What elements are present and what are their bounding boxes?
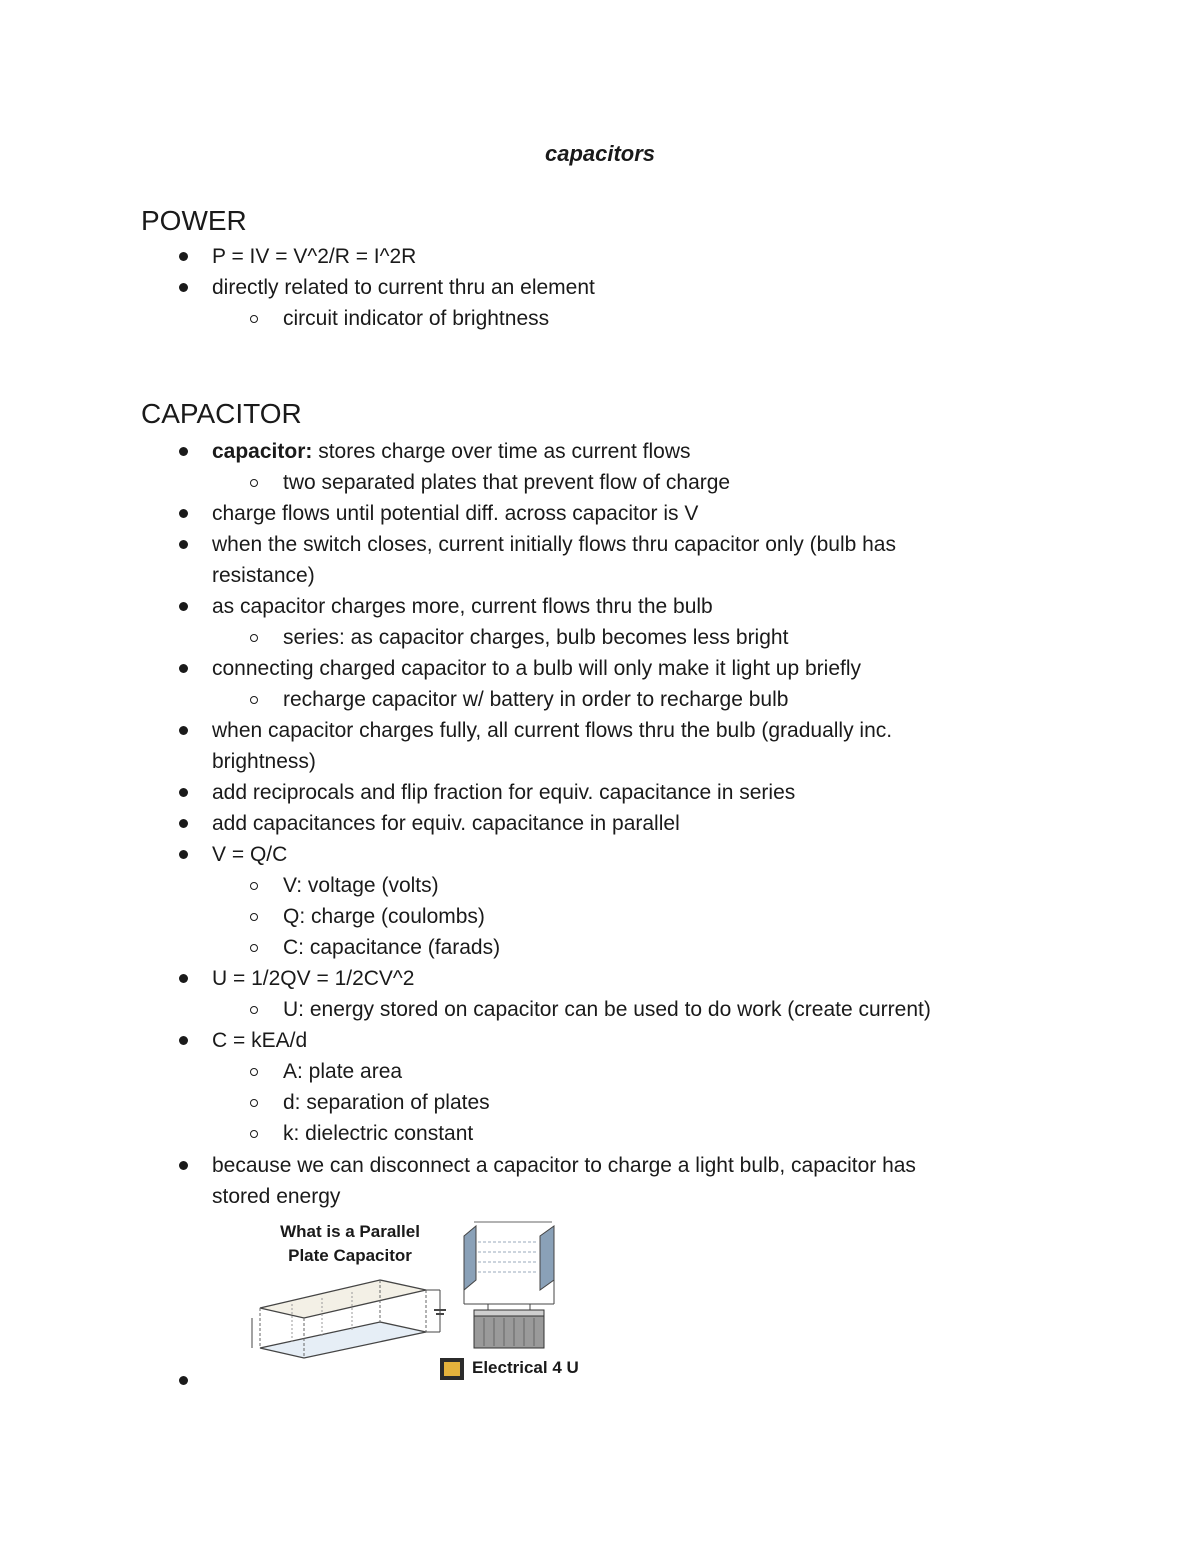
sub-bullet-ring bbox=[250, 1006, 258, 1014]
bullet-dot bbox=[179, 509, 188, 518]
bullet-dot bbox=[179, 726, 188, 735]
parallel-plate-capacitor-figure bbox=[212, 1218, 607, 1388]
sub-list-item: recharge capacitor w/ battery in order to recharge bulb bbox=[283, 688, 789, 711]
list-item: directly related to current thru an element bbox=[212, 276, 595, 299]
list-item: when capacitor charges fully, all current flows thru the bulb (gradually inc. bbox=[212, 719, 893, 742]
sub-bullet-ring bbox=[250, 913, 258, 921]
sub-bullet-ring bbox=[250, 1130, 258, 1138]
sub-list-item: U: energy stored on capacitor can be used to do work (create current) bbox=[283, 998, 931, 1021]
list-item: add reciprocals and flip fraction for equiv. capacitance in series bbox=[212, 781, 796, 804]
list-item: because we can disconnect a capacitor to charge a light bulb, capacitor has bbox=[212, 1154, 916, 1177]
sub-bullet-ring bbox=[250, 1068, 258, 1076]
list-item: C = kEA/d bbox=[212, 1029, 308, 1052]
list-item: as capacitor charges more, current flows thru the bulb bbox=[212, 595, 713, 618]
bullet-dot bbox=[179, 602, 188, 611]
definition-text: stores charge over time as current flows bbox=[312, 440, 691, 463]
bullet-dot bbox=[179, 447, 188, 456]
bullet-dot bbox=[179, 819, 188, 828]
list-item: charge flows until potential diff. across capacitor is V bbox=[212, 502, 699, 525]
power-heading: POWER bbox=[141, 205, 247, 236]
sub-bullet-ring bbox=[250, 1099, 258, 1107]
list-item: when the switch closes, current initially flows thru capacitor only (bulb has bbox=[212, 533, 896, 556]
plates-and-battery-drawing bbox=[464, 1222, 554, 1348]
list-item: U = 1/2QV = 1/2CV^2 bbox=[212, 967, 415, 990]
sub-list-item: Q: charge (coulombs) bbox=[283, 905, 485, 928]
bullet-dot bbox=[179, 850, 188, 859]
sub-list-item: two separated plates that prevent flow of charge bbox=[283, 471, 731, 494]
figure-title-line: What is a Parallel bbox=[280, 1222, 420, 1241]
sub-bullet-ring bbox=[250, 315, 258, 323]
document-title: capacitors bbox=[544, 141, 656, 166]
sub-list-item: series: as capacitor charges, bulb becomes less bright bbox=[283, 626, 789, 649]
sub-bullet-ring bbox=[250, 634, 258, 642]
sub-list-item: k: dielectric constant bbox=[283, 1122, 474, 1145]
list-item: P = IV = V^2/R = I^2R bbox=[212, 245, 417, 268]
bullet-dot bbox=[179, 788, 188, 797]
sub-list-item: C: capacitance (farads) bbox=[283, 936, 501, 959]
definition-item bbox=[212, 436, 691, 467]
sub-bullet-ring bbox=[250, 882, 258, 890]
list-item-continuation: brightness) bbox=[212, 750, 316, 773]
sub-bullet-ring bbox=[250, 479, 258, 487]
sub-list-item: d: separation of plates bbox=[283, 1091, 490, 1114]
list-item: add capacitances for equiv. capacitance in parallel bbox=[212, 812, 680, 835]
definition-term: capacitor: bbox=[212, 440, 313, 463]
sub-list-item: A: plate area bbox=[283, 1060, 403, 1083]
bullet-dot bbox=[179, 974, 188, 983]
sub-list-item: V: voltage (volts) bbox=[283, 874, 439, 897]
list-item: V = Q/C bbox=[212, 843, 288, 866]
bullet-dot bbox=[179, 1161, 188, 1170]
bullet-dot bbox=[179, 1376, 188, 1385]
bullet-dot bbox=[179, 1036, 188, 1045]
sub-bullet-ring bbox=[250, 696, 258, 704]
list-item: connecting charged capacitor to a bulb will only make it light up briefly bbox=[212, 657, 862, 680]
bullet-dot bbox=[179, 252, 188, 261]
sub-bullet-ring bbox=[250, 944, 258, 952]
brand-logo-icon bbox=[440, 1358, 464, 1380]
capacitor-heading: CAPACITOR bbox=[141, 398, 302, 429]
list-item-continuation: resistance) bbox=[212, 564, 315, 587]
bullet-dot bbox=[179, 283, 188, 292]
figure-brand-label: Electrical 4 U bbox=[472, 1358, 579, 1377]
bullet-dot bbox=[179, 540, 188, 549]
bullet-dot bbox=[179, 664, 188, 673]
list-item-continuation: stored energy bbox=[212, 1185, 341, 1208]
sub-list-item: circuit indicator of brightness bbox=[283, 307, 550, 330]
figure-title-line: Plate Capacitor bbox=[288, 1246, 412, 1265]
parallel-plate-box-drawing bbox=[252, 1280, 446, 1358]
